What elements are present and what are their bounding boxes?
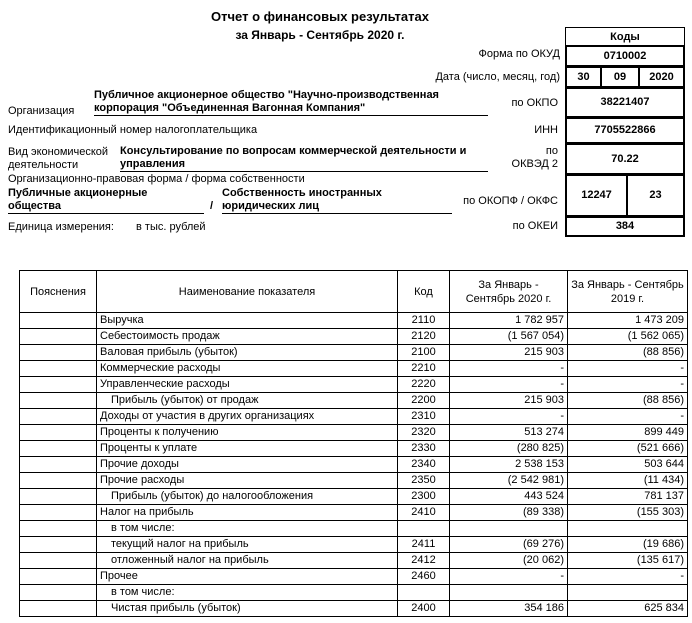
- indicator-code: [398, 521, 450, 537]
- notes-cell: [20, 313, 97, 329]
- okopf-label: по ОКОПФ / ОКФС: [463, 195, 558, 207]
- opf-value: [8, 187, 204, 214]
- current-period-value: (280 825): [450, 441, 568, 457]
- indicator-code: 2110: [398, 313, 450, 329]
- table-row: [20, 505, 688, 521]
- indicator-code: 2460: [398, 569, 450, 585]
- org-name-line-2: корпорация "Объединенная Вагонная Компания": [94, 102, 366, 114]
- indicator-name: Коммерческие расходы: [97, 361, 398, 377]
- indicator-code: 2300: [398, 489, 450, 505]
- notes-cell: [20, 585, 97, 601]
- activity-line-2: управления: [120, 158, 186, 170]
- table-row: [20, 553, 688, 569]
- previous-period-value: [568, 521, 688, 537]
- activity-label-line-2: деятельности: [8, 159, 79, 171]
- header-current-period: За Январь - Сентябрь 2020 г.: [450, 271, 568, 313]
- table-row: [20, 425, 688, 441]
- fs-line-2: юридических лиц: [222, 200, 320, 212]
- okei-label: по ОКЕИ: [512, 220, 558, 232]
- previous-period-value: [568, 585, 688, 601]
- date-day: 30: [565, 66, 602, 88]
- table-row: [20, 329, 688, 345]
- org-label: Организация: [8, 105, 75, 117]
- table-row: [20, 313, 688, 329]
- activity-value: [120, 145, 488, 172]
- notes-cell: [20, 473, 97, 489]
- notes-cell: [20, 521, 97, 537]
- notes-cell: [20, 329, 97, 345]
- current-period-value: 443 524: [450, 489, 568, 505]
- current-period-value: (20 062): [450, 553, 568, 569]
- table-row: [20, 601, 688, 617]
- indicator-name: Доходы от участия в других организациях: [97, 409, 398, 425]
- current-period-value: 215 903: [450, 345, 568, 361]
- indicator-name: Проценты к получению: [97, 425, 398, 441]
- previous-period-value: (88 856): [568, 393, 688, 409]
- indicator-name: Валовая прибыль (убыток): [97, 345, 398, 361]
- notes-cell: [20, 505, 97, 521]
- previous-period-value: -: [568, 361, 688, 377]
- current-period-value: [450, 585, 568, 601]
- header-previous-period: За Январь - Сентябрь 2019 г.: [568, 271, 688, 313]
- okved-label-1: по: [545, 145, 558, 157]
- notes-cell: [20, 537, 97, 553]
- notes-cell: [20, 393, 97, 409]
- previous-period-value: (135 617): [568, 553, 688, 569]
- indicator-name: в том числе:: [97, 521, 398, 537]
- previous-period-value: 625 834: [568, 601, 688, 617]
- indicator-code: 2310: [398, 409, 450, 425]
- form-label: Организационно-правовая форма / форма собственности: [8, 173, 305, 185]
- table-row: [20, 569, 688, 585]
- indicator-name: Прибыль (убыток) до налогообложения: [97, 489, 398, 505]
- notes-cell: [20, 489, 97, 505]
- table-row: [20, 473, 688, 489]
- current-period-value: 513 274: [450, 425, 568, 441]
- activity-label: [8, 146, 108, 172]
- table-row: [20, 457, 688, 473]
- indicator-name: Прочие доходы: [97, 457, 398, 473]
- table-row: [20, 377, 688, 393]
- date-month: 09: [600, 66, 640, 88]
- previous-period-value: 503 644: [568, 457, 688, 473]
- okopf-value: 12247: [565, 174, 628, 217]
- table-row: [20, 345, 688, 361]
- indicator-code: 2200: [398, 393, 450, 409]
- previous-period-value: (521 666): [568, 441, 688, 457]
- previous-period-value: -: [568, 409, 688, 425]
- inn-value: 7705522866: [565, 117, 685, 144]
- financial-results-table: [19, 270, 688, 617]
- indicator-name: в том числе:: [97, 585, 398, 601]
- current-period-value: [450, 521, 568, 537]
- header-name: Наименование показателя: [97, 271, 398, 313]
- indicator-code: 2220: [398, 377, 450, 393]
- notes-cell: [20, 409, 97, 425]
- previous-period-value: 899 449: [568, 425, 688, 441]
- indicator-code: 2410: [398, 505, 450, 521]
- current-period-value: -: [450, 569, 568, 585]
- indicator-code: 2210: [398, 361, 450, 377]
- inn-code-label: ИНН: [534, 124, 558, 136]
- notes-cell: [20, 361, 97, 377]
- table-row: [20, 441, 688, 457]
- notes-cell: [20, 457, 97, 473]
- indicator-name: текущий налог на прибыль: [97, 537, 398, 553]
- indicator-name: Управленческие расходы: [97, 377, 398, 393]
- table-row: [20, 489, 688, 505]
- previous-period-value: (11 434): [568, 473, 688, 489]
- indicator-code: [398, 585, 450, 601]
- indicator-code: 2350: [398, 473, 450, 489]
- fs-value: [222, 187, 452, 214]
- notes-cell: [20, 377, 97, 393]
- notes-cell: [20, 569, 97, 585]
- header-code: Код: [398, 271, 450, 313]
- indicator-code: 2320: [398, 425, 450, 441]
- unit-label: Единица измерения:: [8, 221, 114, 233]
- report-period: за Январь - Сентябрь 2020 г.: [235, 28, 405, 42]
- previous-period-value: (88 856): [568, 345, 688, 361]
- date-label: Дата (число, месяц, год): [435, 71, 560, 83]
- org-name: [94, 89, 488, 116]
- previous-period-value: (19 686): [568, 537, 688, 553]
- fs-line-1: Собственность иностранных: [222, 187, 382, 199]
- okved-value: 70.22: [565, 143, 685, 175]
- activity-label-line-1: Вид экономической: [8, 146, 109, 158]
- notes-cell: [20, 601, 97, 617]
- notes-cell: [20, 425, 97, 441]
- current-period-value: 215 903: [450, 393, 568, 409]
- table-row: [20, 409, 688, 425]
- current-period-value: 1 782 957: [450, 313, 568, 329]
- okpo-value: 38221407: [565, 87, 685, 118]
- codes-heading: Коды: [565, 27, 685, 46]
- indicator-name: Прочее: [97, 569, 398, 585]
- header-notes: Пояснения: [20, 271, 97, 313]
- current-period-value: (89 338): [450, 505, 568, 521]
- okfs-value: 23: [626, 174, 685, 217]
- previous-period-value: 781 137: [568, 489, 688, 505]
- indicator-code: 2100: [398, 345, 450, 361]
- indicator-name: Выручка: [97, 313, 398, 329]
- current-period-value: (1 567 054): [450, 329, 568, 345]
- table-row: [20, 537, 688, 553]
- okud-label: Форма по ОКУД: [478, 48, 560, 60]
- previous-period-value: 1 473 209: [568, 313, 688, 329]
- opf-line-1: Публичные акционерные: [8, 187, 148, 199]
- unit-value: в тыс. рублей: [136, 221, 206, 233]
- previous-period-value: (155 303): [568, 505, 688, 521]
- indicator-name: Прочие расходы: [97, 473, 398, 489]
- indicator-name: Себестоимость продаж: [97, 329, 398, 345]
- previous-period-value: -: [568, 377, 688, 393]
- okpo-label: по ОКПО: [511, 97, 558, 109]
- indicator-name: Проценты к уплате: [97, 441, 398, 457]
- current-period-value: -: [450, 361, 568, 377]
- indicator-name: Налог на прибыль: [97, 505, 398, 521]
- indicator-code: 2411: [398, 537, 450, 553]
- table-row: [20, 521, 688, 537]
- current-period-value: 354 186: [450, 601, 568, 617]
- indicator-code: 2330: [398, 441, 450, 457]
- notes-cell: [20, 553, 97, 569]
- okud-value: 0710002: [565, 45, 685, 67]
- previous-period-value: -: [568, 569, 688, 585]
- form-slash: /: [210, 200, 214, 212]
- date-year: 2020: [638, 66, 685, 88]
- indicator-name: Прибыль (убыток) от продаж: [97, 393, 398, 409]
- notes-cell: [20, 441, 97, 457]
- current-period-value: -: [450, 409, 568, 425]
- opf-line-2: общества: [8, 200, 62, 212]
- report-title: Отчет о финансовых результатах: [211, 9, 429, 24]
- inn-label: Идентификационный номер налогоплательщика: [8, 124, 258, 136]
- notes-cell: [20, 345, 97, 361]
- indicator-code: 2400: [398, 601, 450, 617]
- okei-value: 384: [565, 216, 685, 237]
- indicator-name: отложенный налог на прибыль: [97, 553, 398, 569]
- activity-line-1: Консультирование по вопросам коммерческой деятельности и: [120, 145, 467, 157]
- okved-label-2: ОКВЭД 2: [511, 158, 558, 170]
- indicator-code: 2340: [398, 457, 450, 473]
- current-period-value: 2 538 153: [450, 457, 568, 473]
- table-row: [20, 585, 688, 601]
- indicator-code: 2120: [398, 329, 450, 345]
- current-period-value: -: [450, 377, 568, 393]
- indicator-code: 2412: [398, 553, 450, 569]
- table-row: [20, 393, 688, 409]
- current-period-value: (69 276): [450, 537, 568, 553]
- indicator-name: Чистая прибыль (убыток): [97, 601, 398, 617]
- org-name-line-1: Публичное акционерное общество "Научно-производственная: [94, 89, 439, 101]
- table-row: [20, 361, 688, 377]
- current-period-value: (2 542 981): [450, 473, 568, 489]
- previous-period-value: (1 562 065): [568, 329, 688, 345]
- table-header-row: [20, 271, 688, 313]
